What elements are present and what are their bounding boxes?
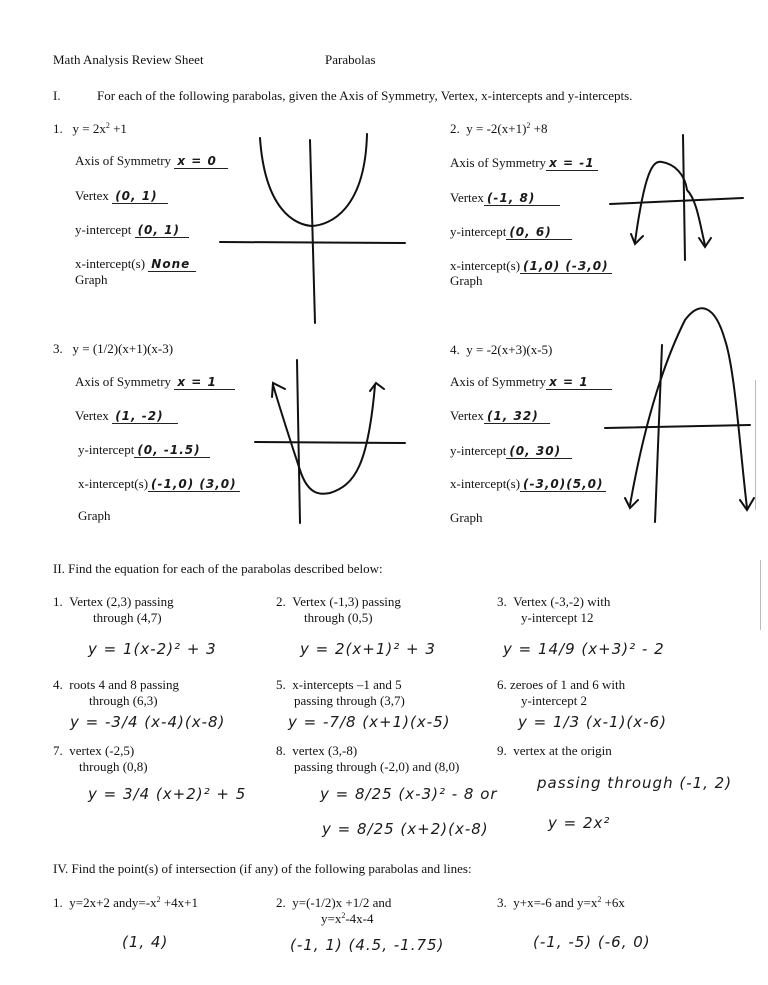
x-intercepts-label: x-intercept(s) — [75, 256, 146, 271]
y-intercept-label: y-intercept — [450, 224, 507, 239]
problem-text: Vertex (-1,3) passing — [292, 594, 401, 609]
graph-label: Graph — [450, 273, 483, 288]
section2-problem-5 — [276, 677, 405, 709]
handwritten-answer: y = 8/25 (x-3)² - 8 or — [320, 785, 498, 803]
y-intercept-row — [450, 224, 572, 240]
section4-problem-1 — [53, 895, 198, 911]
handwritten-note: passing through (-1, 2) — [537, 774, 733, 792]
exponent: 2 — [597, 895, 602, 904]
axis-answer: x = -1 — [549, 156, 595, 170]
axis-label: Axis of Symmetry — [450, 374, 547, 389]
handwritten-answer: y = 3/4 (x+2)² + 5 — [88, 785, 247, 803]
problem-text: y=(-1/2)x +1/2 and — [292, 895, 392, 910]
handwritten-answer: y = 1/3 (x-1)(x-6) — [518, 713, 667, 731]
exponent: 2 — [341, 911, 346, 920]
y-intercept-label: y-intercept — [78, 442, 135, 457]
section2-problem-1 — [53, 594, 174, 626]
problem-number: 1. — [53, 895, 63, 910]
equation-text: y = -2(x+1) — [466, 121, 527, 136]
vertex-answer: (0, 1) — [115, 189, 158, 203]
x-intercepts-answer: (-3,0)(5,0) — [523, 477, 604, 491]
problem-text: through (4,7) — [93, 610, 162, 625]
x-intercepts-label: x-intercept(s) — [450, 476, 521, 491]
axis-row — [450, 374, 612, 390]
parabola-graph-4 — [600, 300, 768, 530]
problem-text: y=2x+2 andy=-x — [69, 895, 157, 910]
equation-text: +8 — [530, 121, 548, 136]
problem-number: 1. — [53, 121, 63, 136]
problem-number: 9. — [497, 743, 507, 758]
problem-number: 3. — [497, 594, 507, 609]
worksheet-topic: Parabolas — [325, 52, 376, 67]
section2-problem-7 — [53, 743, 148, 775]
problem-number: 7. — [53, 743, 63, 758]
section2-problem-8 — [276, 743, 459, 775]
problem-text: through (6,3) — [89, 693, 158, 708]
exponent: 2 — [156, 895, 161, 904]
axis-label: Axis of Symmetry — [450, 155, 547, 170]
y-intercept-answer-field[interactable] — [135, 223, 189, 238]
section4-problem-2 — [276, 895, 391, 927]
problem-number: 4. — [53, 677, 63, 692]
x-intercepts-row — [450, 476, 606, 492]
section2-problem-9 — [497, 743, 612, 759]
graph-label: Graph — [78, 508, 111, 523]
section1-numeral: I. — [53, 88, 61, 103]
equation-text: y = -2(x+3)(x-5) — [466, 342, 553, 357]
handwritten-answer: y = -7/8 (x+1)(x-5) — [288, 713, 451, 731]
y-intercept-answer-field[interactable] — [506, 225, 572, 240]
problem-text: passing through (-2,0) and (8,0) — [294, 759, 460, 774]
problem-number: 5. — [276, 677, 286, 692]
problem-text: y-intercept 2 — [521, 693, 588, 708]
x-intercepts-answer: (1,0) (-3,0) — [523, 259, 609, 273]
vertex-answer: (1, 32) — [486, 409, 539, 423]
problem-number: 2. — [276, 895, 286, 910]
problem-number: 2. — [276, 594, 286, 609]
problem-number: 3. — [497, 895, 507, 910]
handwritten-answer-alt: y = 8/25 (x+2)(x-8) — [322, 820, 489, 838]
problem-text: +6x — [601, 895, 625, 910]
section1-instructions: For each of the following parabolas, given the Axis of Symmetry, Vertex, x-intercepts and y-intercepts. — [97, 88, 633, 103]
problem-text: passing through (3,7) — [294, 693, 405, 708]
vertex-label: Vertex — [75, 188, 109, 203]
problem-number: 2. — [450, 121, 460, 136]
handwritten-answer: y = 2(x+1)² + 3 — [300, 640, 436, 658]
axis-label: Axis of Symmetry — [75, 374, 172, 389]
handwritten-answer: (1, 4) — [122, 933, 169, 951]
axis-answer-field[interactable] — [546, 156, 597, 171]
equation-text: y = (1/2)(x+1)(x-3) — [72, 341, 174, 356]
x-intercepts-answer: None — [151, 257, 191, 271]
problem-text: +4x+1 — [160, 895, 199, 910]
x-intercepts-row — [450, 258, 612, 274]
y-intercept-answer: (0, -1.5) — [137, 443, 201, 457]
vertex-label: Vertex — [450, 408, 484, 423]
x-intercepts-answer-field[interactable] — [520, 259, 612, 274]
scan-artifact — [760, 560, 761, 630]
section4-problem-3 — [497, 895, 625, 911]
problem-number: 3. — [53, 341, 63, 356]
handwritten-answer: y = -3/4 (x-4)(x-8) — [70, 713, 226, 731]
graph-label: Graph — [450, 510, 483, 525]
problem-equation — [53, 341, 173, 357]
problem-text: roots 4 and 8 passing — [69, 677, 180, 692]
section2-problem-4 — [53, 677, 179, 709]
handwritten-answer: (-1, 1) (4.5, -1.75) — [290, 936, 445, 954]
y-intercept-answer: (0, 6) — [509, 225, 552, 239]
problem-text: through (0,5) — [304, 610, 373, 625]
problem-text: through (0,8) — [79, 759, 148, 774]
handwritten-answer: y = 2x² — [548, 814, 611, 832]
parabola-graph-2 — [605, 130, 755, 270]
x-intercepts-row — [78, 476, 240, 492]
y-intercept-row — [450, 443, 572, 459]
parabola-graph-3 — [250, 355, 415, 530]
y-intercept-label: y-intercept — [450, 443, 507, 458]
problem-text: Vertex (2,3) passing — [69, 594, 174, 609]
exponent: 2 — [105, 121, 110, 130]
vertex-label: Vertex — [450, 190, 484, 205]
axis-label: Axis of Symmetry — [75, 153, 172, 168]
y-intercept-answer: (0, 30) — [509, 444, 562, 458]
axis-answer-field[interactable] — [174, 375, 235, 390]
problem-number: 6. — [497, 677, 507, 692]
problem-text: y+x=-6 and y=x — [513, 895, 598, 910]
vertex-answer: (-1, 8) — [486, 191, 536, 205]
vertex-answer-field[interactable] — [484, 191, 560, 206]
y-intercept-row — [75, 222, 189, 238]
axis-row — [75, 374, 235, 390]
axis-answer: x = 0 — [177, 154, 217, 168]
vertex-row — [450, 190, 560, 206]
problem-text: Vertex (-3,-2) with — [513, 594, 611, 609]
axis-answer: x = 1 — [177, 375, 217, 389]
problem-number: 8. — [276, 743, 286, 758]
handwritten-answer: y = 1(x-2)² + 3 — [88, 640, 217, 658]
problem-text: vertex at the origin — [513, 743, 612, 758]
x-intercepts-label: x-intercept(s) — [450, 258, 521, 273]
vertex-row — [450, 408, 550, 424]
axis-row — [450, 155, 598, 171]
exponent: 2 — [526, 121, 531, 130]
x-intercepts-label: x-intercept(s) — [78, 476, 149, 491]
worksheet-title: Math Analysis Review Sheet — [53, 52, 204, 67]
vertex-answer-field[interactable] — [112, 189, 168, 204]
problem-text: x-intercepts –1 and 5 — [292, 677, 402, 692]
x-intercepts-row — [75, 256, 196, 272]
problem-text: y-intercept 12 — [521, 610, 594, 625]
x-intercepts-answer-field[interactable] — [148, 477, 240, 492]
section2-heading: II. Find the equation for each of the parabolas described below: — [53, 561, 383, 576]
equation-text: y = 2x — [72, 121, 106, 136]
equation-text: +1 — [109, 121, 127, 136]
x-intercepts-answer: (-1,0) (3,0) — [151, 477, 237, 491]
section2-problem-2 — [276, 594, 401, 626]
y-intercept-answer-field[interactable] — [134, 443, 210, 458]
problem-number: 4. — [450, 342, 460, 357]
x-intercepts-answer-field[interactable] — [148, 257, 196, 272]
section2-problem-6 — [497, 677, 625, 709]
vertex-answer-field[interactable] — [112, 409, 178, 424]
problem-equation — [450, 121, 548, 137]
axis-answer: x = 1 — [549, 375, 589, 389]
scan-artifact — [755, 380, 756, 510]
parabola-graph-1 — [215, 130, 415, 330]
vertex-row — [75, 408, 178, 424]
handwritten-answer: y = 14/9 (x+3)² - 2 — [503, 640, 665, 658]
problem-text: -4x-4 — [345, 911, 374, 926]
section2-problem-3 — [497, 594, 610, 626]
y-intercept-row — [78, 442, 210, 458]
x-intercepts-answer-field[interactable] — [520, 477, 606, 492]
problem-text: zeroes of 1 and 6 with — [510, 677, 626, 692]
axis-row — [75, 153, 228, 169]
vertex-answer-field[interactable] — [484, 409, 550, 424]
vertex-label: Vertex — [75, 408, 109, 423]
y-intercept-answer-field[interactable] — [506, 444, 572, 459]
graph-label: Graph — [75, 272, 108, 287]
y-intercept-label: y-intercept — [75, 222, 132, 237]
y-intercept-answer: (0, 1) — [137, 223, 180, 237]
problem-text: y=x — [321, 911, 342, 926]
problem-equation — [53, 121, 127, 137]
vertex-answer: (1, -2) — [115, 409, 164, 423]
problem-text: vertex (3,-8) — [292, 743, 358, 758]
handwritten-answer: (-1, -5) (-6, 0) — [533, 933, 651, 951]
section4-heading: IV. Find the point(s) of intersection (if any) of the following parabolas and lines: — [53, 861, 472, 876]
problem-text: vertex (-2,5) — [69, 743, 135, 758]
problem-number: 1. — [53, 594, 63, 609]
problem-equation — [450, 342, 552, 358]
vertex-row — [75, 188, 168, 204]
